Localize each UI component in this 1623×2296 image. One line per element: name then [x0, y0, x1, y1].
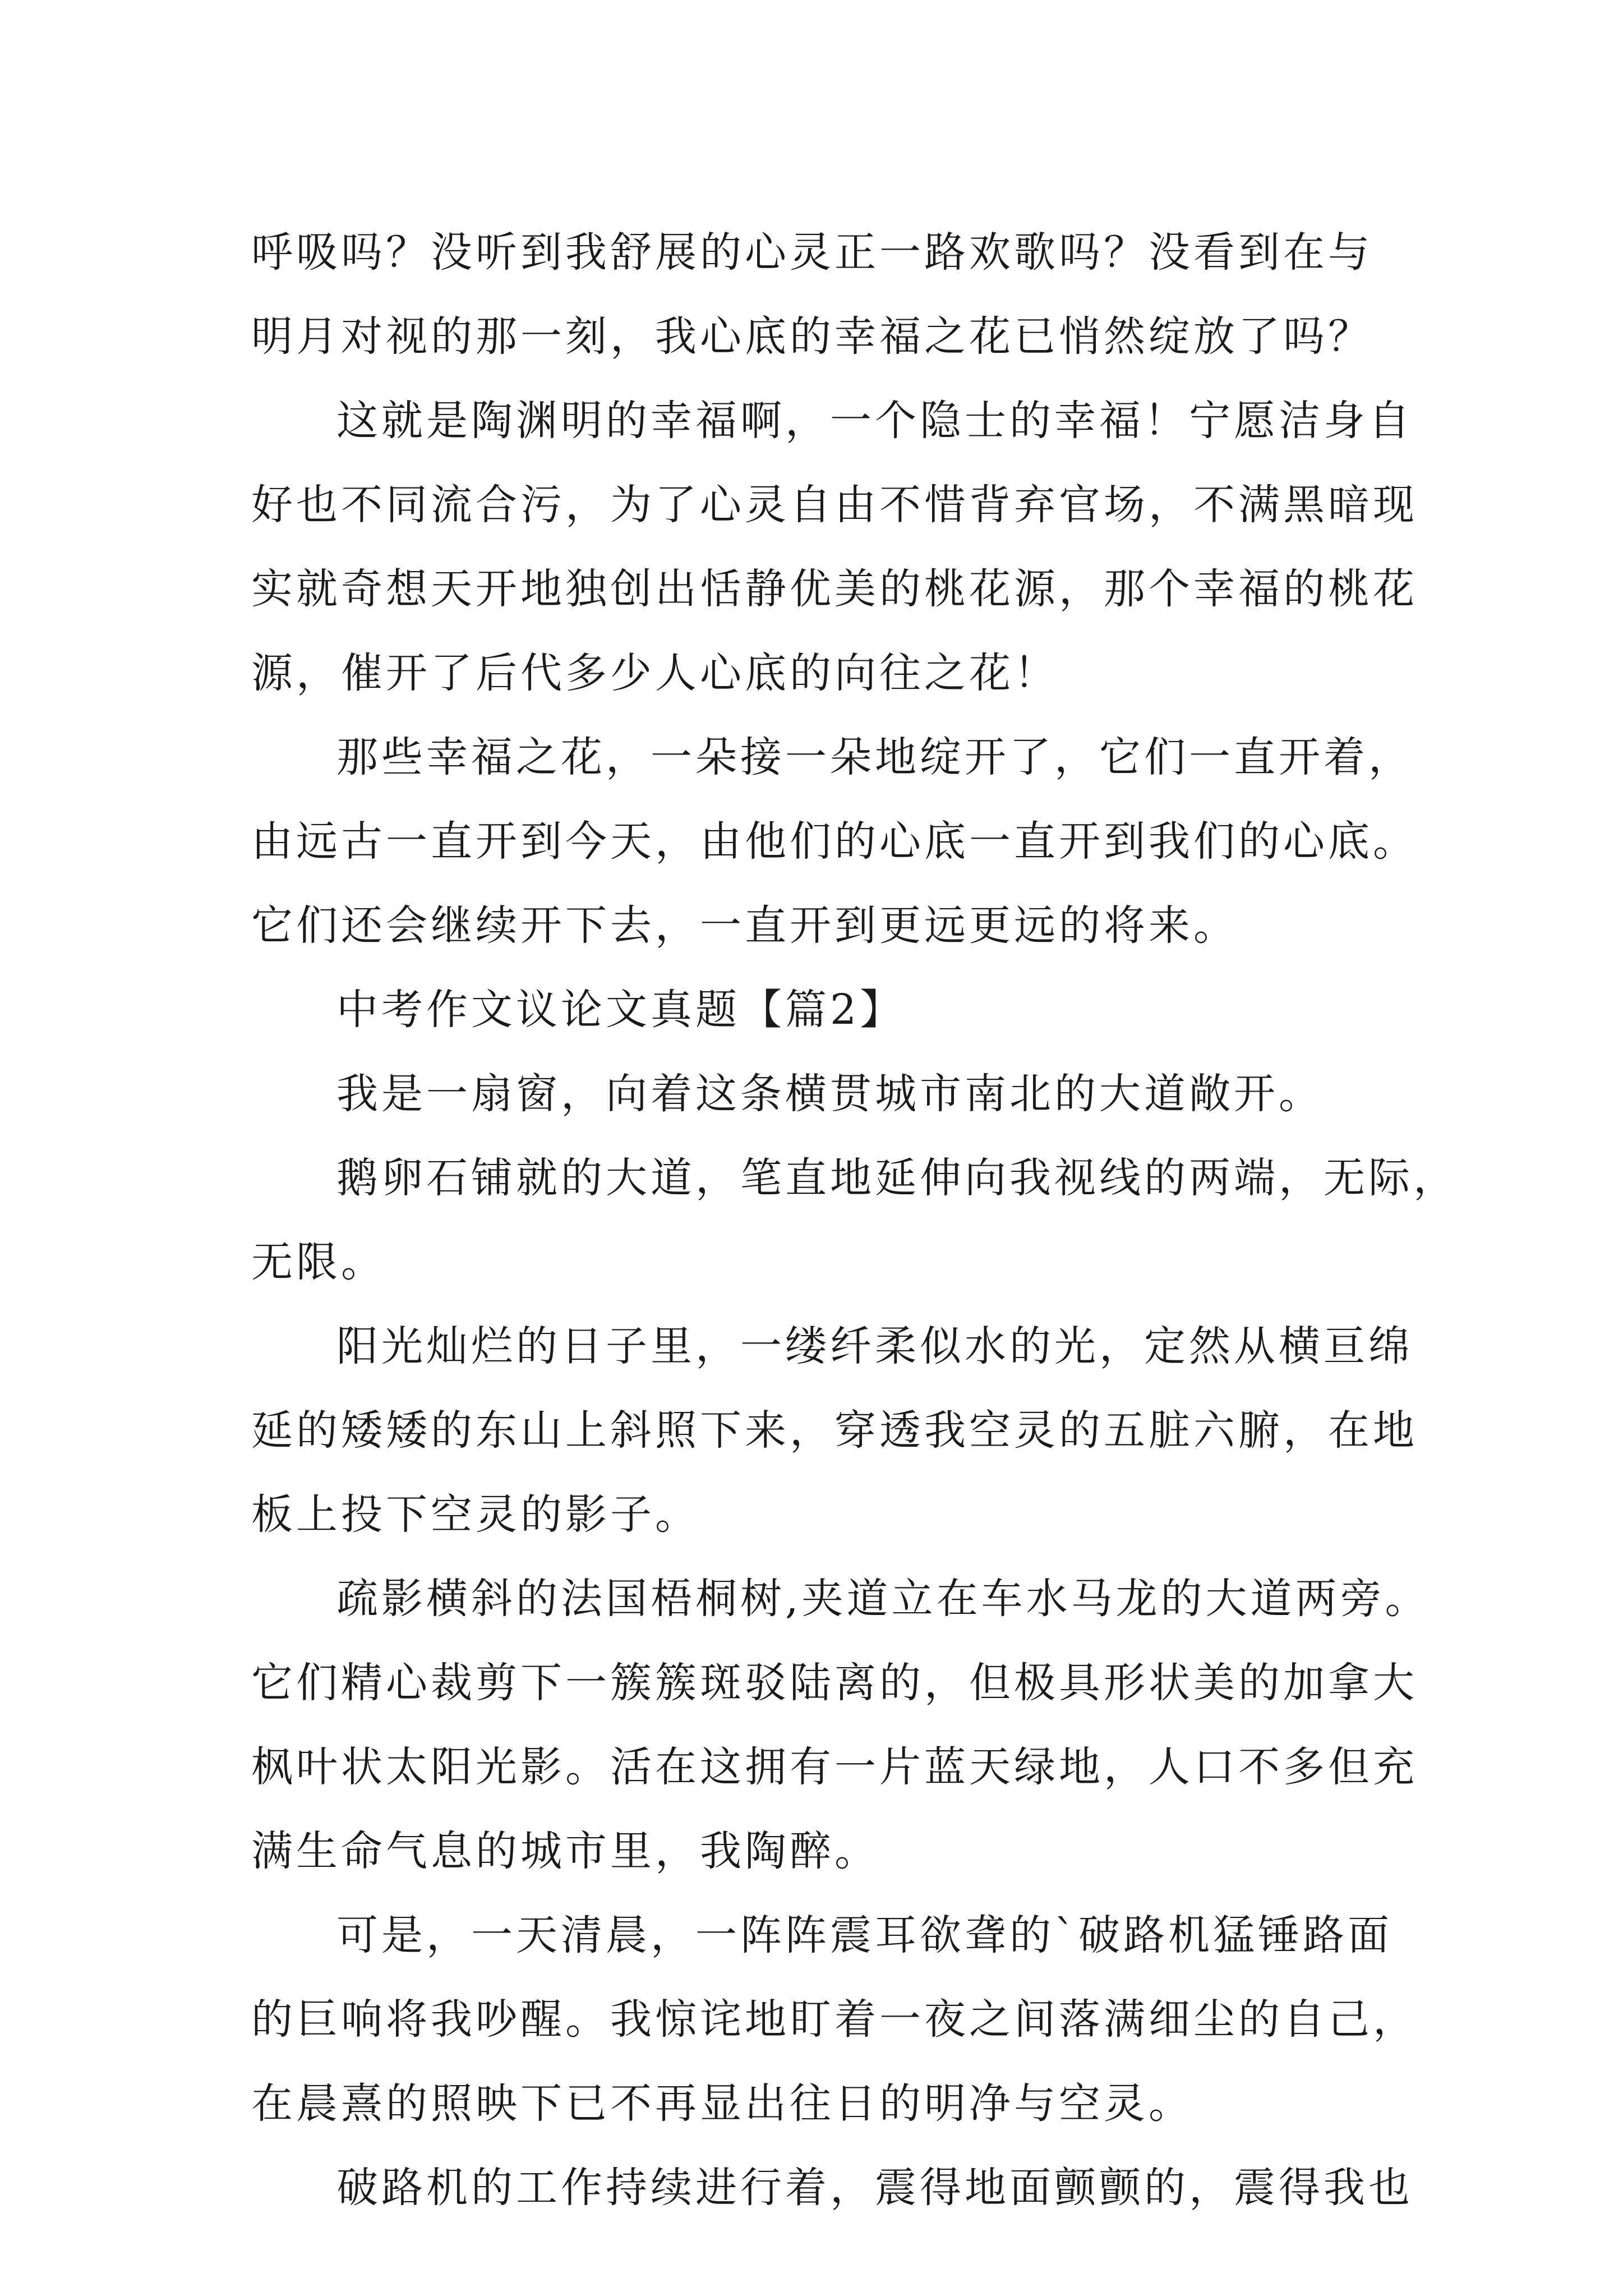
text-line: 可是，一天清晨，一阵阵震耳欲聋的`破路机猛锤路面 — [336, 1911, 1393, 1959]
text-line: 鹅卵石铺就的大道，笔直地延伸向我视线的两端，无际， — [336, 1154, 1458, 1202]
text-line: 疏影横斜的法国梧桐树,夹道立在车水马龙的大道两旁。 — [336, 1575, 1430, 1623]
text-line: 它们精心裁剪下一簇簇斑驳陆离的，但极具形状美的加拿大 — [251, 1659, 1418, 1707]
text-line: 由远古一直开到今天，由他们的心底一直开到我们的心底。 — [251, 817, 1418, 866]
text-line: 呼吸吗？没听到我舒展的心灵正一路欢歌吗？没看到在与 — [251, 228, 1373, 277]
text-line: 枫叶状太阳光影。活在这拥有一片蓝天绿地，人口不多但充 — [251, 1743, 1418, 1791]
text-line: 好也不同流合污，为了心灵自由不惜背弃官场，不满黑暗现 — [251, 481, 1418, 529]
text-line: 源，催开了后代多少人心底的向往之花！ — [251, 649, 1059, 697]
text-line: 破路机的工作持续进行着，震得地面颤颤的，震得我也 — [336, 2164, 1413, 2212]
text-line: 那些幸福之花，一朵接一朵地绽开了，它们一直开着， — [336, 733, 1413, 781]
text-line: 满生命气息的城市里，我陶醉。 — [251, 1827, 879, 1875]
text-line: 这就是陶渊明的幸福啊，一个隐士的幸福！宁愿洁身自 — [336, 397, 1413, 445]
section-heading: 中考作文议论文真题【篇2】 — [336, 986, 905, 1034]
text-line: 实就奇想天开地独创出恬静优美的桃花源，那个幸福的桃花 — [251, 565, 1418, 613]
text-line: 在晨熹的照映下已不再显出往日的明净与空灵。 — [251, 2079, 1193, 2128]
text-line: 无限。 — [251, 1238, 386, 1286]
text-line: 我是一扇窗，向着这条横贯城市南北的大道敞开。 — [336, 1070, 1324, 1118]
text-line: 延的矮矮的东山上斜照下来，穿透我空灵的五脏六腑，在地 — [251, 1406, 1418, 1455]
text-line: 明月对视的那一刻，我心底的幸福之花已悄然绽放了吗？ — [251, 312, 1373, 361]
text-line: 的巨响将我吵醒。我惊诧地盯着一夜之间落满细尘的自己， — [251, 1995, 1418, 2044]
text-line: 它们还会继续开下去，一直开到更远更远的将来。 — [251, 901, 1238, 950]
text-line: 板上投下空灵的影子。 — [251, 1490, 700, 1539]
text-line: 阳光灿烂的日子里，一缕纤柔似水的光，定然从横亘绵 — [336, 1322, 1413, 1370]
